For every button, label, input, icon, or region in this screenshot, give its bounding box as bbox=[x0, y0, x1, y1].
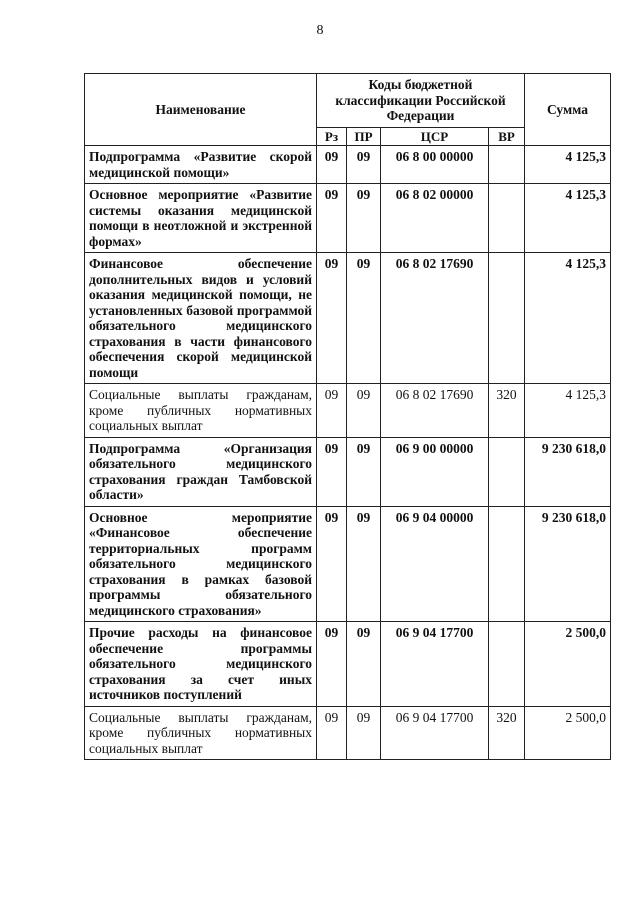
cell-rz: 09 bbox=[317, 706, 347, 760]
table-row bbox=[85, 437, 611, 506]
table-header bbox=[85, 74, 611, 146]
cell-rz: 09 bbox=[317, 253, 347, 384]
cell-sum: 4 125,3 bbox=[525, 384, 611, 438]
cell-rz: 09 bbox=[317, 437, 347, 506]
column-header-pr: ПР bbox=[347, 127, 381, 146]
column-header-rz: Рз bbox=[317, 127, 347, 146]
cell-csr: 06 8 02 17690 bbox=[381, 253, 489, 384]
cell-vr bbox=[489, 184, 525, 253]
cell-rz: 09 bbox=[317, 622, 347, 707]
cell-csr: 06 9 04 17700 bbox=[381, 622, 489, 707]
page-number: 8 bbox=[316, 23, 324, 38]
cell-name: Основное мероприятие «Развитие системы оказания медицинской помощи в неотложной и экстренной формах» bbox=[85, 184, 317, 253]
cell-csr: 06 8 00 00000 bbox=[381, 146, 489, 184]
cell-csr: 06 8 02 00000 bbox=[381, 184, 489, 253]
cell-csr: 06 8 02 17690 bbox=[381, 384, 489, 438]
cell-name: Прочие расходы на финансовое обеспечение программы обязательного медицинского страхования за счет иных источников поступлений bbox=[85, 622, 317, 707]
cell-sum: 2 500,0 bbox=[525, 706, 611, 760]
cell-rz: 09 bbox=[317, 184, 347, 253]
cell-name: Социальные выплаты гражданам, кроме публичных нормативных социальных выплат bbox=[85, 384, 317, 438]
cell-pr: 09 bbox=[347, 384, 381, 438]
cell-sum: 4 125,3 bbox=[525, 146, 611, 184]
cell-csr: 06 9 04 17700 bbox=[381, 706, 489, 760]
cell-vr bbox=[489, 622, 525, 707]
column-header-codes: Коды бюджетной классификации Российской Федерации bbox=[317, 74, 525, 128]
cell-rz: 09 bbox=[317, 384, 347, 438]
cell-sum: 4 125,3 bbox=[525, 184, 611, 253]
cell-name: Подпрограмма «Развитие скорой медицинской помощи» bbox=[85, 146, 317, 184]
cell-vr: 320 bbox=[489, 706, 525, 760]
table-row bbox=[85, 253, 611, 384]
column-header-csr: ЦСР bbox=[381, 127, 489, 146]
budget-table bbox=[84, 73, 611, 760]
table-row bbox=[85, 706, 611, 760]
cell-vr bbox=[489, 253, 525, 384]
cell-name: Подпрограмма «Организация обязательного медицинского страхования граждан Тамбовской области» bbox=[85, 437, 317, 506]
cell-vr: 320 bbox=[489, 384, 525, 438]
cell-pr: 09 bbox=[347, 506, 381, 622]
table-row bbox=[85, 184, 611, 253]
cell-pr: 09 bbox=[347, 437, 381, 506]
cell-vr bbox=[489, 506, 525, 622]
cell-csr: 06 9 04 00000 bbox=[381, 506, 489, 622]
cell-sum: 2 500,0 bbox=[525, 622, 611, 707]
table-row bbox=[85, 384, 611, 438]
cell-rz: 09 bbox=[317, 506, 347, 622]
cell-name: Финансовое обеспечение дополнительных видов и условий оказания медицинской помощи, не установленных базовой программой обязательного медицинского страхования в части финансового обеспечения скорой медицинской помощи bbox=[85, 253, 317, 384]
cell-pr: 09 bbox=[347, 253, 381, 384]
column-header-name: Наименование bbox=[85, 74, 317, 146]
table-row bbox=[85, 506, 611, 622]
cell-vr bbox=[489, 146, 525, 184]
cell-sum: 9 230 618,0 bbox=[525, 506, 611, 622]
table-row bbox=[85, 622, 611, 707]
cell-sum: 9 230 618,0 bbox=[525, 437, 611, 506]
cell-name: Социальные выплаты гражданам, кроме публичных нормативных социальных выплат bbox=[85, 706, 317, 760]
cell-pr: 09 bbox=[347, 622, 381, 707]
cell-pr: 09 bbox=[347, 706, 381, 760]
cell-sum: 4 125,3 bbox=[525, 253, 611, 384]
cell-name: Основное мероприятие «Финансовое обеспечение территориальных программ обязательного медицинского страхования в рамках базовой программы обязательного медицинского страхования» bbox=[85, 506, 317, 622]
cell-rz: 09 bbox=[317, 146, 347, 184]
column-header-sum: Сумма bbox=[525, 74, 611, 146]
cell-pr: 09 bbox=[347, 184, 381, 253]
cell-vr bbox=[489, 437, 525, 506]
table-body bbox=[85, 146, 611, 760]
table-row bbox=[85, 146, 611, 184]
cell-pr: 09 bbox=[347, 146, 381, 184]
column-header-vr: ВР bbox=[489, 127, 525, 146]
cell-csr: 06 9 00 00000 bbox=[381, 437, 489, 506]
